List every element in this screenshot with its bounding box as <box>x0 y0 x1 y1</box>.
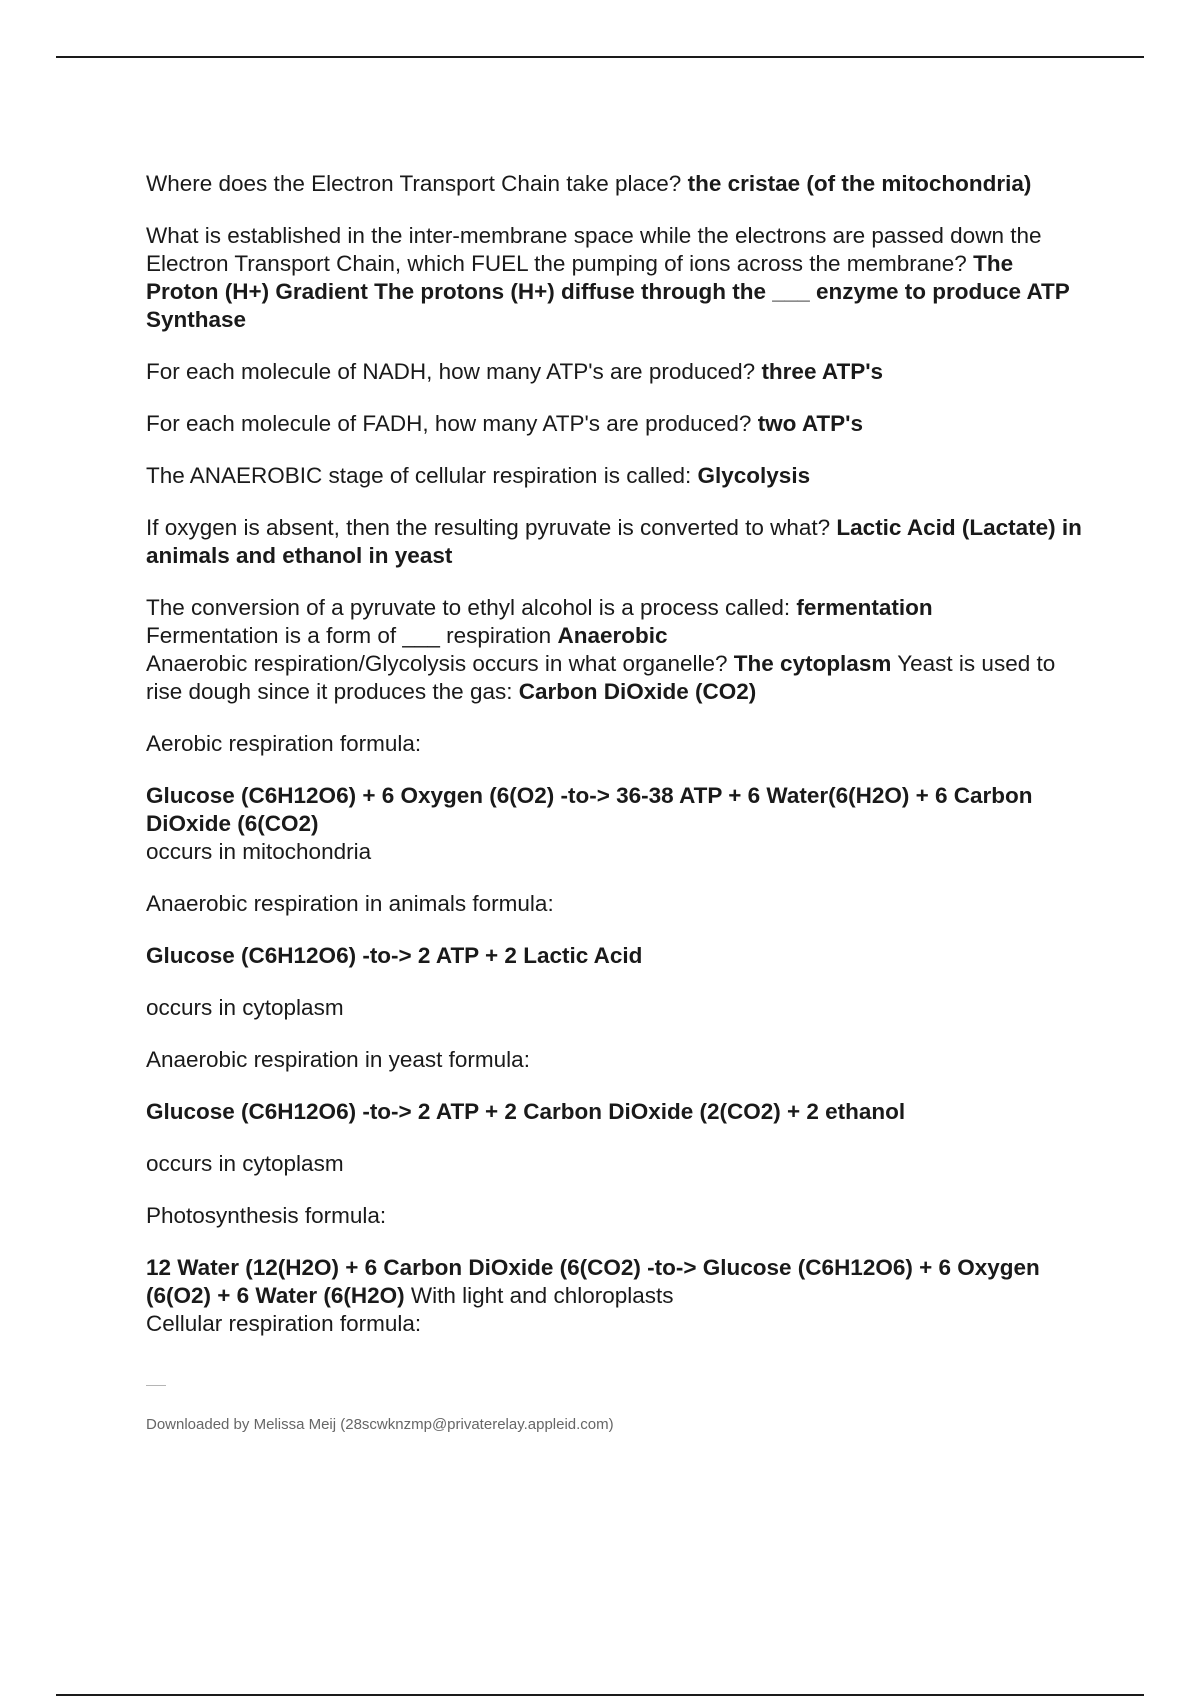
document-body <box>146 170 1086 1338</box>
answer-text: Carbon DiOxide (CO2) <box>518 679 757 704</box>
answer-text: Glycolysis <box>697 463 811 488</box>
question-text: Anaerobic respiration/Glycolysis occurs in what organelle? <box>146 651 728 676</box>
answer-text: Lactic Acid (Lactate) in animals and ethanol in yeast <box>146 515 1082 568</box>
aerobic-label: Aerobic respiration formula: <box>146 731 422 756</box>
question-text: For each molecule of FADH, how many ATP's are produced? <box>146 411 752 436</box>
anaerobic-animals-label: Anaerobic respiration in animals formula: <box>146 891 554 916</box>
answer-text: two ATP's <box>757 411 864 436</box>
download-footer: Downloaded by Melissa Meij (28scwknzmp@privaterelay.appleid.com) <box>146 1416 614 1433</box>
bottom-rule <box>56 1694 1144 1696</box>
aerobic-location: occurs in mitochondria <box>146 839 372 864</box>
question-text: Yeast is used to rise dough since it produces the gas: <box>146 651 1056 704</box>
anaerobic-yeast-location: occurs in cytoplasm <box>146 1151 344 1176</box>
qa-item <box>146 514 1086 570</box>
aerobic-formula: Glucose (C6H12O6) + 6 Oxygen (6(O2) -to-> 36-38 ATP + 6 Water(6(H2O) + 6 Carbon DiOxide (6(CO2) <box>146 783 1033 836</box>
question-text: Where does the Electron Transport Chain take place? <box>146 171 682 196</box>
anaerobic-animals-location: occurs in cytoplasm <box>146 995 344 1020</box>
photosynthesis-label: Photosynthesis formula: <box>146 1203 387 1228</box>
formula-text: Glucose (C6H12O6) -to-> 2 ATP + 2 Carbon DiOxide (2(CO2) + 2 ethanol <box>146 1099 906 1124</box>
qa-item <box>146 410 1086 438</box>
answer-text: The Proton (H+) Gradient The protons (H+) diffuse through the ___ enzyme to produce ATP Synthase <box>146 251 1070 332</box>
question-text: For each molecule of NADH, how many ATP's are produced? <box>146 359 756 384</box>
anaerobic-yeast-label: Anaerobic respiration in yeast formula: <box>146 1047 530 1072</box>
question-text: What is established in the inter-membrane space while the electrons are passed down the Electron Transport Chain, which FUEL the pumping of ions across the membrane? <box>146 223 1042 276</box>
formula-text: Glucose (C6H12O6) -to-> 2 ATP + 2 Lactic Acid <box>146 943 643 968</box>
photosynthesis-formula: 12 Water (12(H2O) + 6 Carbon DiOxide (6(CO2) -to-> Glucose (C6H12O6) + 6 Oxygen (6(O2) + 6 Water (6(H2O) <box>146 1255 1040 1308</box>
question-text: The conversion of a pyruvate to ethyl alcohol is a process called: <box>146 595 791 620</box>
qa-item <box>146 358 1086 386</box>
aerobic-formula-block <box>146 782 1086 866</box>
qa-item <box>146 170 1086 198</box>
top-rule <box>56 56 1144 58</box>
anaerobic-yeast-formula <box>146 1098 1086 1126</box>
fermentation-block <box>146 594 1086 706</box>
answer-text: The cytoplasm <box>733 651 892 676</box>
footer-divider <box>146 1385 166 1386</box>
question-text: Fermentation is a form of ___ respiration <box>146 623 552 648</box>
photosynthesis-note: With light and chloroplasts <box>410 1283 674 1308</box>
organelle-line <box>146 650 1086 706</box>
answer-text: Anaerobic <box>557 623 668 648</box>
question-text: If oxygen is absent, then the resulting pyruvate is converted to what? <box>146 515 831 540</box>
qa-item <box>146 462 1086 490</box>
fermentation-form-line <box>146 622 1086 650</box>
question-text: The ANAEROBIC stage of cellular respiration is called: <box>146 463 692 488</box>
fermentation-line <box>146 594 1086 622</box>
answer-text: the cristae (of the mitochondria) <box>687 171 1032 196</box>
qa-item <box>146 222 1086 334</box>
photosynthesis-formula-block <box>146 1254 1086 1310</box>
answer-text: fermentation <box>796 595 933 620</box>
cellular-respiration-label: Cellular respiration formula: <box>146 1311 422 1336</box>
answer-text: three ATP's <box>761 359 884 384</box>
anaerobic-animals-formula <box>146 942 1086 970</box>
